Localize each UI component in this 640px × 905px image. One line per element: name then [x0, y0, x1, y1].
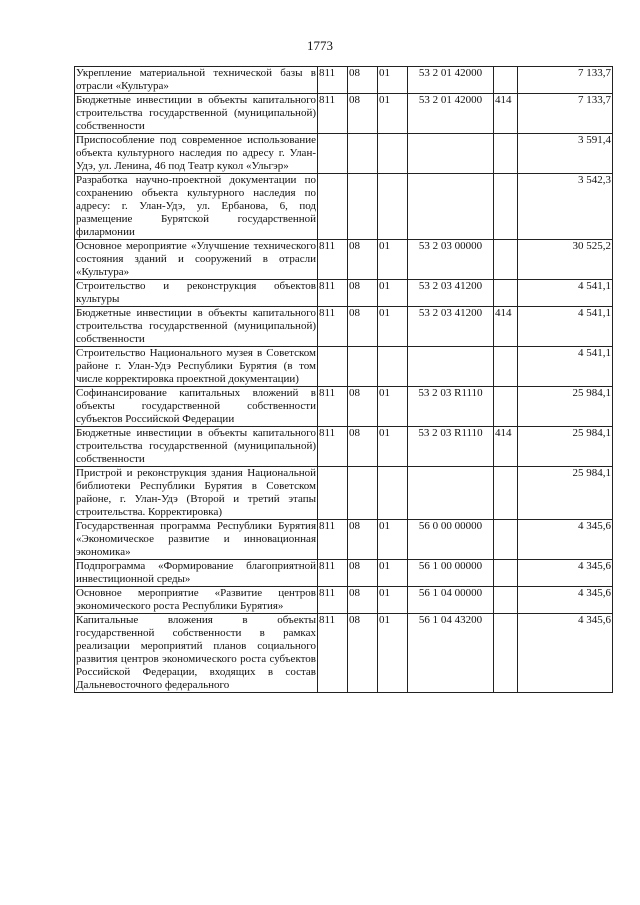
ministry-code-cell: 811	[318, 240, 348, 280]
amount-cell: 3 591,4	[518, 134, 613, 174]
expense-type-code-cell	[494, 467, 518, 520]
table-row	[75, 94, 613, 134]
row-name-cell: Капитальные вложения в объекты государственной собственности в рамках реализации мероприятий планов социального развития центров экономического роста субъектов Российской Федерации, входящих в состав Дальневосточного федерального	[76, 614, 316, 691]
ministry-code-cell: 811	[318, 427, 348, 467]
row-name-cell: Основное мероприятие «Улучшение технического состояния зданий и сооружений в отрасли «Культура»	[76, 240, 316, 278]
table-row	[75, 560, 613, 587]
section-code-cell: 08	[348, 520, 378, 560]
subsection-code-cell: 01	[378, 94, 408, 134]
table-row	[75, 587, 613, 614]
ministry-code-cell: 811	[318, 614, 348, 693]
section-code-cell: 08	[348, 280, 378, 307]
subsection-code-cell: 01	[378, 520, 408, 560]
ministry-code-cell: 811	[318, 94, 348, 134]
target-article-code-cell	[408, 467, 494, 520]
subsection-code-cell: 01	[378, 587, 408, 614]
row-name-cell: Софинансирование капитальных вложений в объекты государственной собственности субъектов Российской Федерации	[76, 387, 316, 425]
expense-type-code-cell	[494, 387, 518, 427]
table-row	[75, 467, 613, 520]
amount-cell: 4 345,6	[518, 587, 613, 614]
expense-type-code-cell	[494, 614, 518, 693]
ministry-code-cell: 811	[318, 520, 348, 560]
expense-type-code-cell	[494, 347, 518, 387]
ministry-code-cell: 811	[318, 560, 348, 587]
amount-cell: 4 541,1	[518, 347, 613, 387]
ministry-code-cell: 811	[318, 387, 348, 427]
target-article-code-cell	[408, 134, 494, 174]
subsection-code-cell: 01	[378, 307, 408, 347]
amount-cell: 7 133,7	[518, 94, 613, 134]
expense-type-code-cell: 414	[494, 307, 518, 347]
row-name-cell: Приспособление под современное использование объекта культурного наследия по адресу г. Улан-Удэ, ул. Ленина, 46 под Театр кукол «Ульгэр»	[76, 134, 316, 172]
amount-cell: 25 984,1	[518, 467, 613, 520]
section-code-cell: 08	[348, 587, 378, 614]
table-row	[75, 280, 613, 307]
target-article-code-cell: 56 1 00 00000	[408, 560, 494, 587]
target-article-code-cell: 53 2 03 R1110	[408, 427, 494, 467]
subsection-code-cell	[378, 174, 408, 240]
table-row	[75, 134, 613, 174]
row-name-cell: Основное мероприятие «Развитие центров экономического роста Республики Бурятия»	[76, 587, 316, 612]
section-code-cell	[348, 347, 378, 387]
section-code-cell: 08	[348, 94, 378, 134]
row-name-cell: Пристрой и реконструкция здания Национальной библиотеки Республики Бурятия в Советском районе, г. Улан-Удэ (Второй и третий этапы строительства. Корректировка)	[76, 467, 316, 518]
subsection-code-cell	[378, 134, 408, 174]
table-row	[75, 520, 613, 560]
section-code-cell	[348, 467, 378, 520]
row-name-cell: Бюджетные инвестиции в объекты капитального строительства государственной (муниципальной) собственности	[76, 307, 316, 345]
table-row	[75, 307, 613, 347]
expense-type-code-cell	[494, 174, 518, 240]
ministry-code-cell	[318, 347, 348, 387]
amount-cell: 25 984,1	[518, 427, 613, 467]
amount-cell: 3 542,3	[518, 174, 613, 240]
expense-type-code-cell	[494, 134, 518, 174]
expense-type-code-cell: 414	[494, 94, 518, 134]
expense-type-code-cell	[494, 280, 518, 307]
row-name-cell: Разработка научно-проектной документации по сохранению объекта культурного наследия по адресу: г. Улан-Удэ, ул. Ербанова, 6, под размещение Бурятской государственной филармонии	[76, 174, 316, 238]
table-row	[75, 387, 613, 427]
ministry-code-cell	[318, 134, 348, 174]
expense-type-code-cell	[494, 67, 518, 94]
ministry-code-cell: 811	[318, 67, 348, 94]
target-article-code-cell: 53 2 01 42000	[408, 67, 494, 94]
target-article-code-cell: 56 1 04 43200	[408, 614, 494, 693]
section-code-cell: 08	[348, 67, 378, 94]
row-name-cell: Строительство и реконструкция объектов культуры	[76, 280, 316, 305]
expense-type-code-cell	[494, 560, 518, 587]
section-code-cell: 08	[348, 614, 378, 693]
amount-cell: 25 984,1	[518, 387, 613, 427]
target-article-code-cell	[408, 174, 494, 240]
subsection-code-cell: 01	[378, 67, 408, 94]
section-code-cell	[348, 134, 378, 174]
amount-cell: 4 541,1	[518, 307, 613, 347]
target-article-code-cell: 53 2 03 00000	[408, 240, 494, 280]
subsection-code-cell: 01	[378, 427, 408, 467]
ministry-code-cell: 811	[318, 280, 348, 307]
amount-cell: 30 525,2	[518, 240, 613, 280]
expense-type-code-cell	[494, 520, 518, 560]
target-article-code-cell: 53 2 03 R1110	[408, 387, 494, 427]
amount-cell: 4 345,6	[518, 560, 613, 587]
subsection-code-cell: 01	[378, 280, 408, 307]
section-code-cell: 08	[348, 307, 378, 347]
section-code-cell: 08	[348, 387, 378, 427]
target-article-code-cell: 53 2 03 41200	[408, 280, 494, 307]
table-row	[75, 67, 613, 94]
expense-type-code-cell	[494, 240, 518, 280]
target-article-code-cell: 56 1 04 00000	[408, 587, 494, 614]
table-row	[75, 427, 613, 467]
subsection-code-cell	[378, 347, 408, 387]
table-row	[75, 240, 613, 280]
amount-cell: 4 541,1	[518, 280, 613, 307]
target-article-code-cell	[408, 347, 494, 387]
table-row	[75, 614, 613, 693]
section-code-cell: 08	[348, 560, 378, 587]
budget-table	[74, 66, 613, 693]
row-name-cell: Подпрограмма «Формирование благоприятной инвестиционной среды»	[76, 560, 316, 585]
expense-type-code-cell	[494, 587, 518, 614]
target-article-code-cell: 53 2 03 41200	[408, 307, 494, 347]
ministry-code-cell	[318, 467, 348, 520]
amount-cell: 4 345,6	[518, 614, 613, 693]
section-code-cell: 08	[348, 240, 378, 280]
subsection-code-cell	[378, 467, 408, 520]
amount-cell: 4 345,6	[518, 520, 613, 560]
ministry-code-cell	[318, 174, 348, 240]
expense-type-code-cell: 414	[494, 427, 518, 467]
subsection-code-cell: 01	[378, 560, 408, 587]
row-name-cell: Бюджетные инвестиции в объекты капитального строительства государственной (муниципальной) собственности	[76, 94, 316, 132]
section-code-cell: 08	[348, 427, 378, 467]
subsection-code-cell: 01	[378, 240, 408, 280]
target-article-code-cell: 53 2 01 42000	[408, 94, 494, 134]
table-row	[75, 174, 613, 240]
row-name-cell: Государственная программа Республики Бурятия «Экономическое развитие и инновационная экономика»	[76, 520, 316, 558]
ministry-code-cell: 811	[318, 587, 348, 614]
budget-table-body	[75, 67, 613, 693]
amount-cell: 7 133,7	[518, 67, 613, 94]
row-name-cell: Строительство Национального музея в Советском районе г. Улан-Удэ Республики Бурятия (в том числе корректировка проектной документации)	[76, 347, 316, 385]
target-article-code-cell: 56 0 00 00000	[408, 520, 494, 560]
section-code-cell	[348, 174, 378, 240]
row-name-cell: Укрепление материальной технической базы в отрасли «Культура»	[76, 67, 316, 92]
subsection-code-cell: 01	[378, 614, 408, 693]
ministry-code-cell: 811	[318, 307, 348, 347]
page-number: 1773	[307, 38, 333, 53]
subsection-code-cell: 01	[378, 387, 408, 427]
row-name-cell: Бюджетные инвестиции в объекты капитального строительства государственной (муниципальной) собственности	[76, 427, 316, 465]
table-row	[75, 347, 613, 387]
